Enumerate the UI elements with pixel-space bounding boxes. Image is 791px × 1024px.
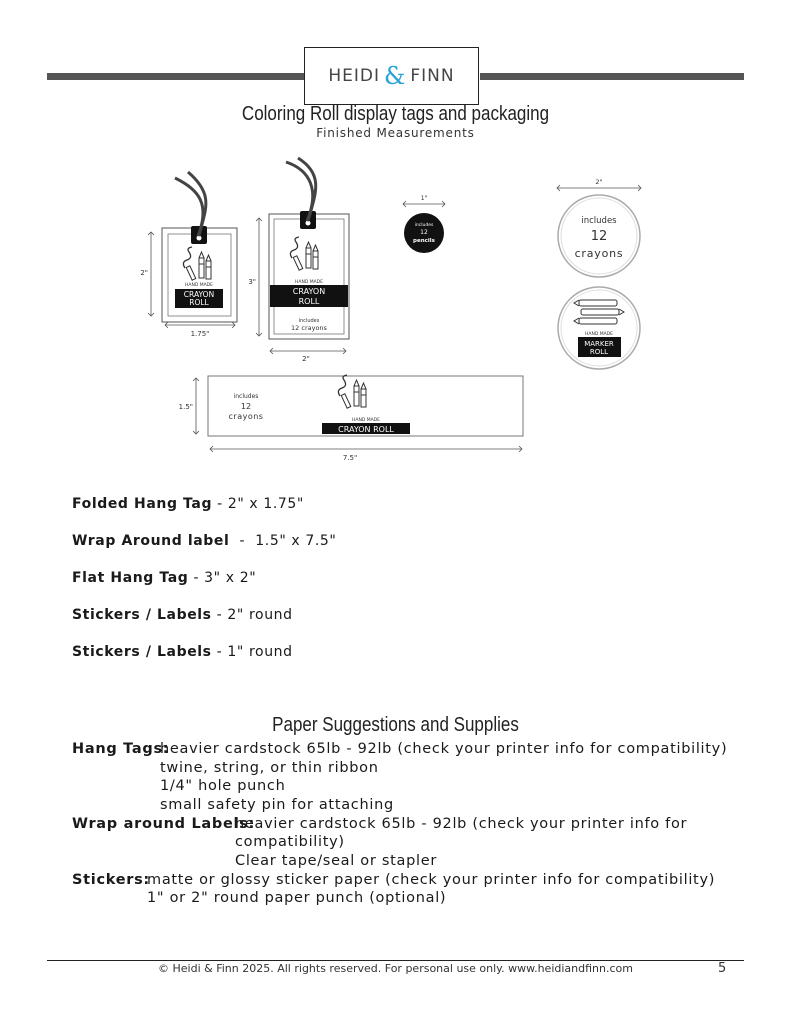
hang-tags-line-4: small safety pin for attaching	[160, 797, 394, 813]
one-inch-sticker-line1: includes	[414, 223, 434, 228]
measurement-value: - 2" round	[211, 607, 293, 623]
folded-tag-label-1: CRAYON	[183, 290, 215, 299]
stickers-line-1: matte or glossy sticker paper (check your printer info for compatibility)	[147, 872, 716, 888]
measurement-name: Stickers / Labels	[72, 607, 212, 623]
logo-left: HEIDI	[328, 66, 381, 86]
measurement-folded-hang-tag	[72, 496, 304, 512]
wrap-label-line1: includes	[233, 393, 259, 400]
marker-sticker-line1: MARKER	[584, 340, 614, 348]
measurement-value: - 1.5" x 7.5"	[229, 533, 337, 549]
flat-tag-label-2: ROLL	[298, 297, 320, 306]
supplies-heading: Paper Suggestions and Supplies	[272, 714, 519, 736]
measurement-value: - 3" x 2"	[188, 570, 257, 586]
measurement-value: - 2" x 1.75"	[212, 496, 304, 512]
flat-hang-tag	[248, 158, 349, 363]
measurement-stickers-2in	[72, 607, 293, 623]
footer-rule	[47, 960, 744, 961]
wrap-label-height: 1.5"	[178, 403, 193, 411]
measurement-name: Folded Hang Tag	[72, 496, 213, 512]
two-inch-sticker-line1: includes	[581, 216, 617, 226]
wrap-labels-label: Wrap around Labels:	[72, 816, 256, 832]
wrap-around-label	[179, 375, 523, 462]
marker-sticker	[558, 287, 640, 369]
logo-ampersand: &	[384, 62, 407, 90]
measurement-name: Stickers / Labels	[72, 644, 212, 660]
two-inch-sticker-line3: crayons	[574, 247, 624, 260]
stickers-line-2: 1" or 2" round paper punch (optional)	[147, 890, 447, 906]
folded-tag-small-text: HAND MADE	[185, 283, 213, 288]
wrap-label-small-text: HAND MADE	[352, 418, 380, 423]
hang-tags-line-3: 1/4" hole punch	[160, 778, 286, 794]
flat-tag-count: 12 crayons	[291, 324, 327, 332]
page-number: 5	[718, 961, 727, 976]
hang-tags-line-2: twine, string, or thin ribbon	[160, 760, 379, 776]
one-inch-sticker-line2: 12	[420, 229, 428, 236]
two-inch-sticker-size: 2"	[595, 178, 603, 186]
page-title: Coloring Roll display tags and packaging	[241, 103, 550, 125]
measurement-value: - 1" round	[211, 644, 293, 660]
footer-copyright: © Heidi & Finn 2025. All rights reserved. For personal use only. www.heidiandfinn.com	[158, 962, 633, 975]
two-inch-sticker	[557, 178, 641, 277]
two-inch-sticker-line2: 12	[590, 229, 608, 244]
wrap-labels-line-3: Clear tape/seal or stapler	[235, 853, 437, 869]
folded-tag-width: 1.75"	[190, 330, 210, 338]
page-subtitle: Finished Measurements	[316, 126, 475, 140]
packaging-illustration	[0, 0, 791, 470]
folded-tag-label-2: ROLL	[189, 298, 209, 307]
marker-sticker-line2: ROLL	[589, 348, 609, 356]
flat-tag-label-1: CRAYON	[292, 287, 326, 296]
logo-right: FINN	[410, 66, 455, 86]
hang-tags-line-1: heavier cardstock 65lb - 92lb (check your printer info for compatibility)	[160, 741, 728, 757]
measurement-name: Wrap Around label	[72, 533, 230, 549]
wrap-label-title: CRAYON ROLL	[338, 425, 394, 434]
hang-tags-label: Hang Tags:	[72, 741, 170, 757]
measurement-name: Flat Hang Tag	[72, 570, 189, 586]
measurement-wrap-around-label	[72, 533, 336, 549]
marker-sticker-small-text: HAND MADE	[585, 332, 613, 337]
wrap-label-line3: crayons	[228, 412, 264, 421]
one-inch-sticker-size: 1"	[420, 195, 428, 202]
wrap-label-width: 7.5"	[342, 454, 358, 462]
folded-hang-tag	[140, 172, 237, 338]
measurement-stickers-1in	[72, 644, 293, 660]
one-inch-sticker-line3: pencils	[413, 238, 435, 244]
wrap-labels-line-1: heavier cardstock 65lb - 92lb (check your printer info for	[235, 816, 688, 832]
stickers-label: Stickers:	[72, 872, 150, 888]
wrap-label-line2: 12	[240, 402, 252, 411]
flat-tag-small-text: HAND MADE	[295, 280, 323, 285]
folded-tag-height: 2"	[140, 269, 148, 277]
flat-tag-height: 3"	[248, 278, 256, 286]
flat-tag-width: 2"	[302, 355, 310, 363]
wrap-labels-line-2: compatibility)	[235, 834, 345, 850]
flat-tag-includes: includes	[298, 318, 320, 324]
measurement-flat-hang-tag	[72, 570, 256, 586]
one-inch-sticker	[403, 195, 445, 253]
